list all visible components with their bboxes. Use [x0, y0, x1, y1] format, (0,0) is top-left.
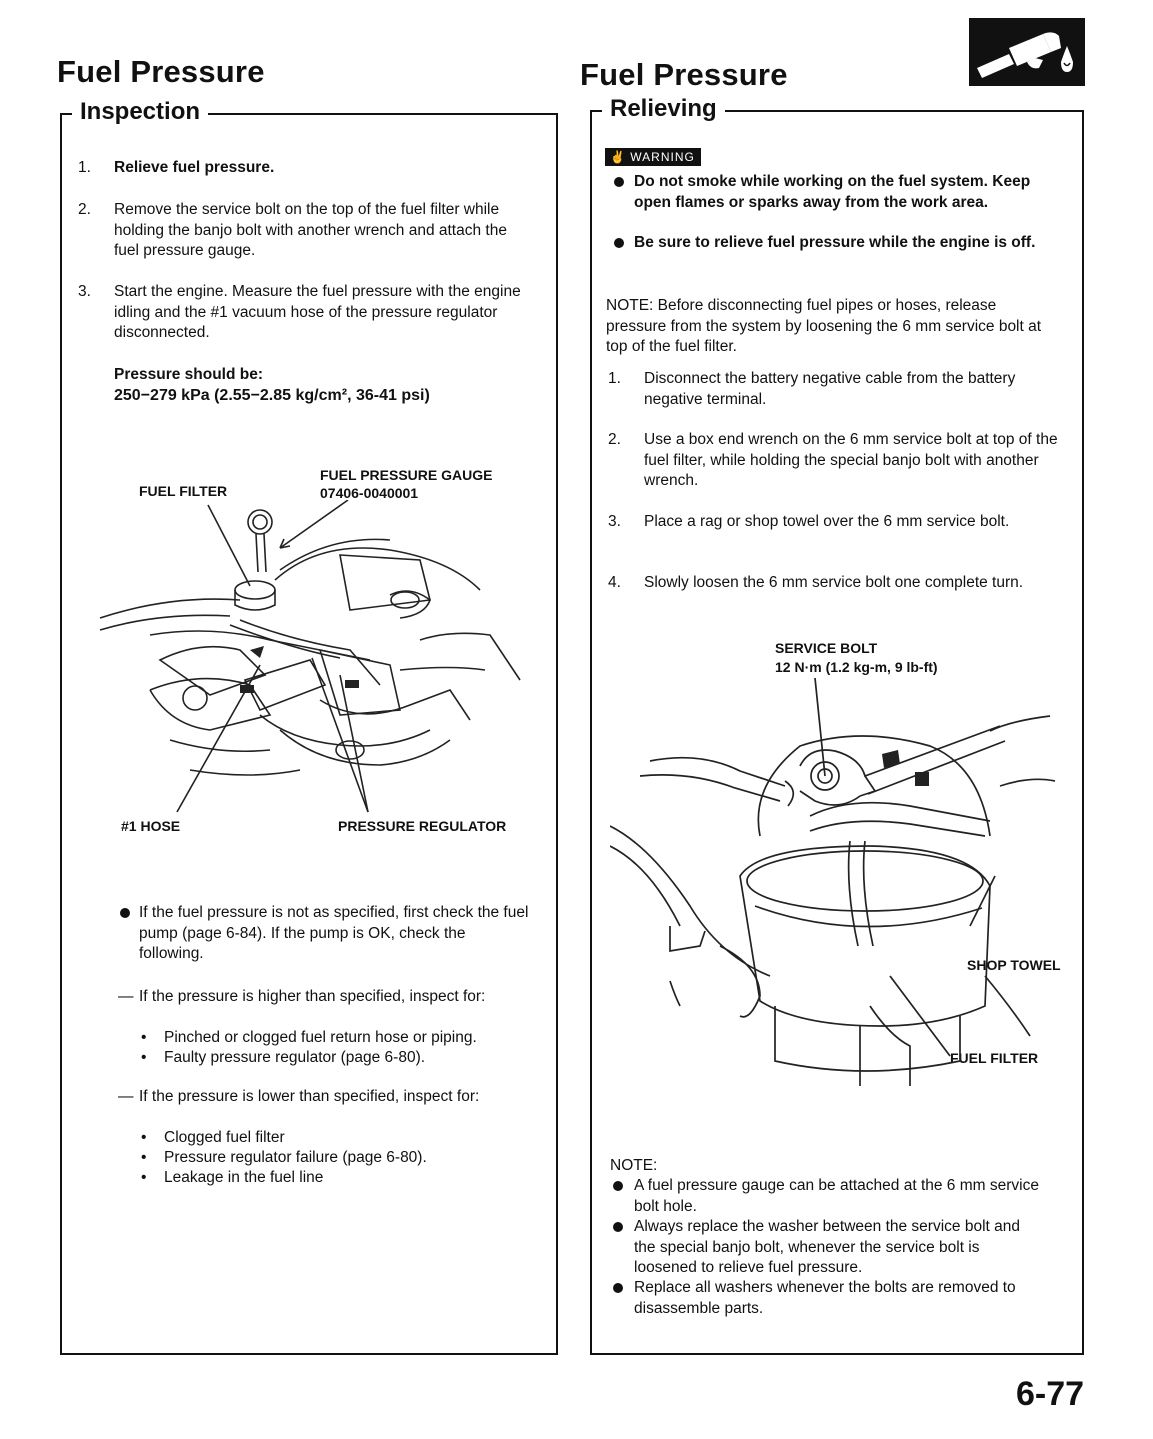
caption-pressure-regulator: PRESSURE REGULATOR	[338, 818, 507, 834]
left-page-title: Fuel Pressure	[57, 54, 265, 89]
engine-bay-illustration	[90, 500, 540, 820]
lower-item-1	[141, 1128, 285, 1149]
step-number: 2.	[78, 201, 91, 218]
step-text: Place a rag or shop towel over the 6 mm service bolt.	[644, 513, 1010, 530]
higher-item-text: Pinched or clogged fuel return hose or piping.	[164, 1029, 477, 1046]
step-text: Relieve fuel pressure.	[114, 159, 275, 176]
caption-fuel-pressure-gauge: FUEL PRESSURE GAUGE	[320, 467, 493, 483]
note-text: A fuel pressure gauge can be attached at the 6 mm service bolt hole.	[634, 1177, 1039, 1215]
left-section-heading: Inspection	[72, 98, 208, 126]
higher-pressure-check	[118, 987, 532, 1066]
bullet-dot	[614, 238, 624, 248]
warning-text: Do not smoke while working on the fuel system. Keep open flames or sparks away from the work area.	[634, 173, 1031, 211]
note-item-1	[613, 1176, 1039, 1217]
warning-hand-icon: ✌	[610, 150, 626, 164]
caption-fuel-filter-right: FUEL FILTER	[950, 1050, 1039, 1066]
higher-item-1	[141, 1028, 477, 1049]
step-number: 1.	[78, 159, 91, 176]
caption-gauge-part-number: 07406-0040001	[320, 485, 419, 501]
step-text: Start the engine. Measure the fuel pressure with the engine idling and the #1 vacuum hose of the pressure regulator disconnected.	[114, 283, 521, 341]
note-text: Always replace the washer between the service bolt and the special banjo bolt, whenever the service bolt is loosened to relieve fuel pressure.	[634, 1218, 1020, 1276]
caption-fuel-filter-left: FUEL FILTER	[139, 483, 228, 499]
lower-item-text: Leakage in the fuel line	[164, 1169, 324, 1186]
spec-value: 250−279 kPa (2.55−2.85 kg/cm², 36-41 psi)	[114, 387, 430, 404]
left-step-3	[78, 282, 530, 344]
caption-service-bolt: SERVICE BOLT	[775, 640, 878, 656]
left-step-2	[78, 200, 530, 262]
warning-label	[605, 148, 701, 166]
right-section-heading: Relieving	[602, 95, 725, 123]
dot-mark: •	[141, 1049, 147, 1066]
left-bullet	[120, 903, 532, 965]
lower-item-2	[141, 1148, 427, 1169]
lower-item-text: Clogged fuel filter	[164, 1129, 285, 1146]
warning-item-1	[614, 172, 1058, 213]
caption-shop-towel: SHOP TOWEL	[967, 957, 1061, 973]
left-step-1	[78, 158, 530, 179]
higher-item-2	[141, 1048, 425, 1069]
bullet-dot	[613, 1181, 623, 1191]
lower-item-text: Pressure regulator failure (page 6-80).	[164, 1149, 427, 1166]
note-item-2	[613, 1217, 1039, 1279]
right-step-3	[608, 512, 1058, 533]
right-step-1	[608, 369, 1058, 410]
caption-torque: 12 N·m (1.2 kg-m, 9 lb-ft)	[775, 659, 938, 675]
bullet-dot	[613, 1283, 623, 1293]
step-number: 3.	[78, 283, 91, 300]
dash-mark: —	[118, 1088, 134, 1105]
warning-label-text: WARNING	[630, 150, 695, 164]
step-text: Use a box end wrench on the 6 mm service bolt at top of the fuel filter, while holding the special banjo bolt with another wrench.	[644, 431, 1058, 489]
warning-item-2	[614, 233, 1058, 254]
dot-mark: •	[141, 1149, 147, 1166]
fuel-filter-illustration	[610, 676, 1060, 1101]
bullet-text: If the fuel pressure is not as specified, first check the fuel pump (page 6-84). If the pump is OK, check the following.	[139, 904, 529, 962]
note-text: Replace all washers whenever the bolts are removed to disassemble parts.	[634, 1279, 1016, 1317]
dot-mark: •	[141, 1029, 147, 1046]
note-label: NOTE:	[610, 1157, 658, 1174]
lower-item-3	[141, 1168, 323, 1189]
bullet-dot	[614, 177, 624, 187]
note-item-3	[613, 1278, 1039, 1319]
step-number: 2.	[608, 431, 621, 448]
right-page-title: Fuel Pressure	[580, 57, 788, 92]
higher-intro: If the pressure is higher than specified, inspect for:	[139, 988, 486, 1005]
step-number: 4.	[608, 574, 621, 591]
caption-hose: #1 HOSE	[121, 818, 181, 834]
dot-mark: •	[141, 1169, 147, 1186]
dot-mark: •	[141, 1129, 147, 1146]
lower-intro: If the pressure is lower than specified, inspect for:	[139, 1088, 480, 1105]
step-number: 3.	[608, 513, 621, 530]
bullet-dot	[613, 1222, 623, 1232]
right-step-4	[608, 573, 1058, 594]
page-number: 6-77	[1016, 1375, 1085, 1413]
warning-text: Be sure to relieve fuel pressure while the engine is off.	[634, 234, 1036, 251]
step-number: 1.	[608, 370, 621, 387]
note-intro: NOTE: Before disconnecting fuel pipes or hoses, release pressure from the system by loosening the 6 mm service bolt at top of the fuel filter.	[606, 297, 1042, 355]
higher-item-text: Faulty pressure regulator (page 6-80).	[164, 1049, 426, 1066]
bullet-dot	[120, 908, 130, 918]
fuel-nozzle-icon	[969, 18, 1085, 86]
spec-label: Pressure should be:	[114, 366, 264, 383]
lower-pressure-check	[118, 1087, 532, 1186]
step-text: Disconnect the battery negative cable from the battery negative terminal.	[644, 370, 1016, 408]
step-text: Remove the service bolt on the top of the fuel filter while holding the banjo bolt with another wrench and attach the fuel pressure gauge.	[114, 201, 507, 259]
dash-mark: —	[118, 988, 134, 1005]
step-text: Slowly loosen the 6 mm service bolt one complete turn.	[644, 574, 1024, 591]
right-step-2	[608, 430, 1058, 492]
